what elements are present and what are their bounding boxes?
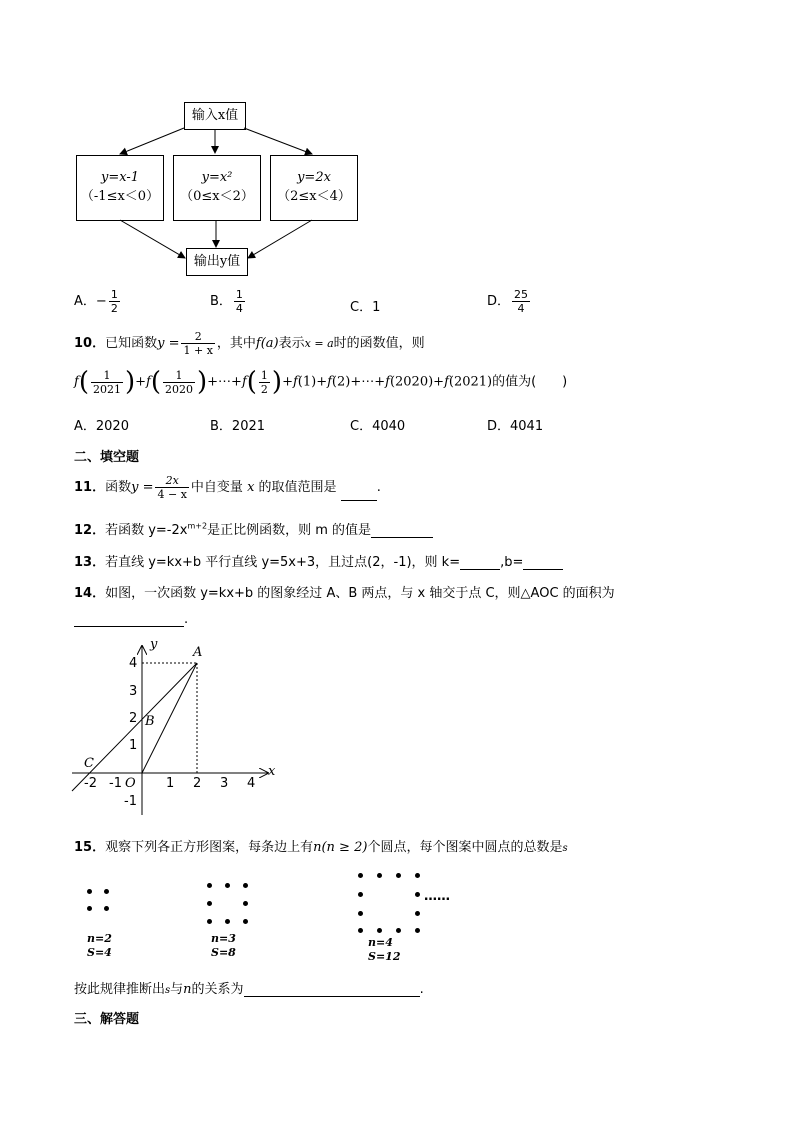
dot xyxy=(243,883,248,888)
case-3-range: （2≤x＜4） xyxy=(277,189,351,204)
x-tick-label: 3 xyxy=(220,776,229,791)
q11-number: 11． xyxy=(74,480,106,495)
q11-pre: 函数 xyxy=(105,480,132,495)
option-b-label: B． xyxy=(210,294,232,309)
origin-label: O xyxy=(125,776,136,791)
dot xyxy=(358,928,363,933)
q10-denominator: 1 + x xyxy=(183,344,213,357)
point-a-label: A xyxy=(193,645,203,660)
q10-text-3: 表示 xyxy=(278,336,305,351)
x-tick-label: 4 xyxy=(247,776,256,791)
q11-post-2: 的取值范围是 xyxy=(258,480,337,495)
section-3-heading: 三、解答题 xyxy=(74,1012,140,1027)
q11-y-eq: y = xyxy=(131,480,154,495)
dot xyxy=(377,873,382,878)
x-axis-label: x xyxy=(268,764,276,779)
dot xyxy=(87,906,92,911)
q10-text-2: ，其中 xyxy=(216,336,256,351)
dot xyxy=(415,928,420,933)
q13-number: 13． xyxy=(74,555,106,570)
q15-number: 15． xyxy=(74,840,106,855)
case-3-formula: y=2x xyxy=(297,170,331,185)
dot xyxy=(377,928,382,933)
dot xyxy=(104,889,109,894)
q11-var: x xyxy=(247,480,255,495)
dot xyxy=(225,883,230,888)
point-b-label: B xyxy=(145,714,155,729)
x-tick-label: -1 xyxy=(109,776,122,791)
q14-answer: . xyxy=(74,612,188,627)
q15-s: s xyxy=(562,843,568,854)
q11-post: 中自变量 xyxy=(190,480,243,495)
dot xyxy=(396,928,401,933)
fig1-n-label: n=2 xyxy=(87,932,112,945)
dot xyxy=(207,883,212,888)
x-tick-label: -2 xyxy=(84,776,97,791)
q11-denominator: 4 − x xyxy=(157,488,187,501)
dot xyxy=(396,873,401,878)
q10-option-a[interactable]: A．2020 xyxy=(74,419,129,434)
q10-y-eq: y = xyxy=(157,336,180,351)
case-2-range: （0≤x＜2） xyxy=(180,189,254,204)
fig3-s-label: S=12 xyxy=(368,950,401,963)
y-tick-label: 4 xyxy=(129,656,138,671)
dot xyxy=(358,892,363,897)
q10-option-b[interactable]: B．2021 xyxy=(210,419,266,434)
q12-number: 12． xyxy=(74,523,106,538)
x-tick-label: 2 xyxy=(193,776,202,791)
dot xyxy=(243,919,248,924)
q14-number: 14． xyxy=(74,586,106,601)
y-tick-label: 2 xyxy=(129,711,138,726)
q15-conclusion-s: s xyxy=(165,985,171,996)
dot xyxy=(104,906,109,911)
dot xyxy=(358,873,363,878)
option-d-numerator: 25 xyxy=(514,288,529,301)
output-text: 输出y值 xyxy=(193,254,241,269)
case-2-formula: y=x² xyxy=(201,170,233,185)
q11-numerator: 2x xyxy=(155,474,188,488)
option-b-numerator: 1 xyxy=(235,288,243,301)
q13-text: 若直线 y=kx+b 平行直线 y=5x+3，且过点(2，-1)，则 k= xyxy=(105,555,461,570)
option-d-denominator: 4 xyxy=(517,302,525,315)
dot xyxy=(415,911,420,916)
q10-numerator: 2 xyxy=(181,330,214,344)
q11: 11．函数y = $\frac{2x}{4 - x}$ 中自变量 x 的取值范围是 . xyxy=(74,474,381,501)
q15-conclusion-3: 的关系为 xyxy=(191,982,244,997)
q15-conclusion-n: n xyxy=(183,982,192,997)
pattern-ellipsis: …… xyxy=(424,889,450,904)
q13-text-2: ,b= xyxy=(500,555,524,570)
input-text: 输入x值 xyxy=(191,108,239,123)
x-tick-label: 1 xyxy=(166,776,175,791)
case-1-formula: y=x-1 xyxy=(100,170,139,185)
dot xyxy=(207,919,212,924)
dot xyxy=(358,911,363,916)
q12-exponent: m+2 xyxy=(187,521,208,531)
fig2-n-label: n=3 xyxy=(211,932,236,945)
fig2-s-label: S=8 xyxy=(211,946,236,959)
line-ca xyxy=(72,663,197,791)
q15-text-1: 观察下列各正方形图案，每条边上有 xyxy=(105,840,314,855)
option-b-denominator: 4 xyxy=(235,302,243,315)
q10-expression: f( $\frac{1}{2021}$ )+f( $\frac{1}{2020}$ )+⋯+f( $\frac{1}{2}$ )+f(1)+f(2)+⋯+f(2020)+f(2021)的值为( ) xyxy=(74,367,568,397)
dot xyxy=(415,892,420,897)
dot xyxy=(207,901,212,906)
y-tick-label: -1 xyxy=(124,794,137,809)
q15-condition: n(n ≥ 2) xyxy=(313,840,368,855)
q15-text-2: 个圆点，每个图案中圆点的总数是 xyxy=(367,840,563,855)
q15-conclusion-2: 与 xyxy=(170,982,184,997)
point-c-label: C xyxy=(84,756,94,771)
q10-text-4: 时的函数值，则 xyxy=(333,336,425,351)
q10-text-1: 已知函数 xyxy=(105,336,158,351)
q15-stem xyxy=(74,836,568,855)
y-axis-label: y xyxy=(150,637,158,652)
dot xyxy=(243,901,248,906)
q10-xa: x = a xyxy=(304,337,334,350)
case-1-range: （-1≤x＜0） xyxy=(80,189,160,204)
q12-text: 若函数 y=-2x xyxy=(105,523,188,538)
y-tick-label: 3 xyxy=(129,684,138,699)
q10-number: 10． xyxy=(74,336,106,351)
option-d-label: D． xyxy=(487,294,511,309)
dot xyxy=(87,889,92,894)
q10-option-c[interactable]: C．4040 xyxy=(350,419,406,434)
option-a-sign: − xyxy=(95,294,107,309)
q15-conclusion: 按此规律推断出s与n的关系为 . xyxy=(74,982,424,997)
q15-conclusion-1: 按此规律推断出 xyxy=(74,982,166,997)
q10-expr-tail: 的值为( ) xyxy=(492,374,568,390)
q15-answer-blank[interactable] xyxy=(244,982,420,997)
q10-option-d[interactable]: D．4041 xyxy=(487,419,544,434)
option-a-numerator: 1 xyxy=(110,288,118,301)
dot xyxy=(225,919,230,924)
q14-text: 如图，一次函数 y=kx+b 的图象经过 A、B 两点，与 x 轴交于点 C，则△AOC 的面积为 xyxy=(105,586,615,601)
section-2-heading: 二、填空题 xyxy=(74,450,140,465)
q10-fa: f(a) xyxy=(255,336,279,351)
fig1-s-label: S=4 xyxy=(87,946,112,959)
fig3-n-label: n=4 xyxy=(368,936,393,949)
y-tick-label: 1 xyxy=(129,738,138,753)
option-c-label: C．1 xyxy=(350,300,381,315)
option-a-label: A． xyxy=(74,294,96,309)
q12-text-2: 是正比例函数，则 m 的值是 xyxy=(207,523,371,538)
dot xyxy=(415,873,420,878)
option-a-denominator: 2 xyxy=(110,302,118,315)
